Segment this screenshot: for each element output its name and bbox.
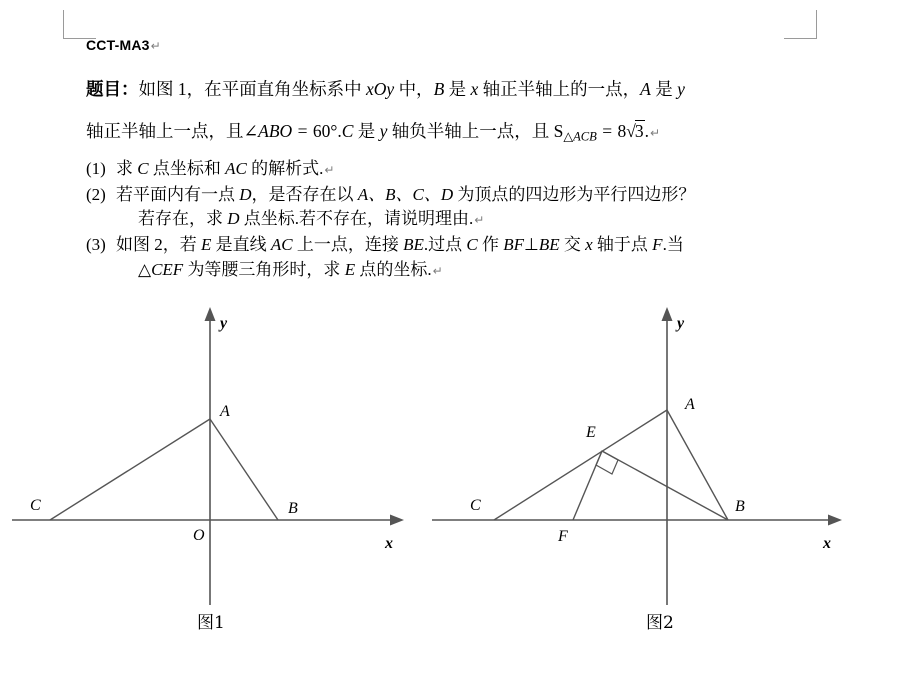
paragraph-mark-icon: ↵ — [150, 39, 161, 53]
math-y: y — [677, 79, 685, 99]
q3-t7: 轴于点 — [592, 235, 653, 255]
stem-text-3: 是 — [444, 79, 471, 99]
math-b: B — [433, 79, 445, 99]
q3-math-be: BE — [403, 235, 424, 255]
figure-1-label-A: A — [220, 403, 230, 420]
q3-t5: 作 — [477, 235, 504, 255]
question-text-3 — [116, 233, 886, 282]
question-number-2: (2) — [86, 184, 106, 204]
math-xoy: xOy — [366, 79, 395, 99]
figure-2-diagram — [428, 305, 868, 605]
question-3-line-2 — [116, 258, 886, 283]
q3b-math-e: E — [344, 259, 356, 279]
question-text-2 — [116, 183, 886, 232]
question-number-3: (3) — [86, 235, 106, 255]
angle-value-60: 60°. — [312, 121, 342, 142]
problem-stem-line-2 — [86, 118, 886, 147]
q3-t4: .过点 — [423, 235, 467, 255]
figure-1-segment-CA — [50, 419, 210, 520]
q3-t8: .当 — [662, 235, 684, 255]
figure-2-right-angle-marker-icon — [596, 451, 618, 474]
q3-math-be-2: BE — [538, 235, 560, 255]
problem-body — [86, 76, 886, 283]
q3-math-c: C — [466, 235, 478, 255]
radical-sign-icon: √ — [626, 121, 636, 142]
figure-2-label-F: F — [558, 528, 568, 545]
stem2-text-3: 轴负半轴上一点，且 — [387, 121, 554, 142]
figure-1-label-O: O — [193, 527, 205, 544]
question-text-1 — [116, 157, 886, 182]
figure-1-axis-label-y: y — [220, 315, 228, 332]
math-c: C — [341, 121, 354, 142]
problem-stem-line-1 — [86, 76, 886, 104]
question-2-line-2 — [116, 207, 886, 232]
figure-1-caption: 图1 — [197, 613, 225, 633]
q3-math-e: E — [201, 235, 212, 255]
q3-math-bf: BF — [503, 235, 525, 255]
crop-mark-top-right — [784, 10, 817, 39]
figure-2-x-axis-arrow-icon — [828, 515, 842, 526]
paragraph-mark-icon-q2: ↵ — [474, 213, 485, 228]
figure-2-axis-label-x: x — [823, 535, 831, 552]
paragraph-mark-icon-q3: ↵ — [432, 263, 443, 278]
stem2-text-1: 轴正半轴上一点，且∠ — [86, 121, 259, 142]
figure-1-label-B: B — [288, 500, 298, 517]
q1-t2: 点坐标和 — [148, 159, 226, 179]
figure-1-x-axis-arrow-icon — [390, 515, 404, 526]
q1-math-c: C — [137, 159, 149, 179]
stem-text-1: 如图 1，在平面直角坐标系中 — [138, 79, 366, 99]
figure-2-caption: 图2 — [646, 613, 674, 633]
q2-t1: 若平面内有一点 — [116, 184, 240, 204]
figure-1-label-C: C — [30, 497, 41, 514]
question-item-1 — [86, 157, 886, 182]
perpendicular-icon: ⊥ — [524, 235, 539, 255]
q3b-t3: 点的坐标. — [355, 259, 432, 279]
math-x: x — [470, 79, 479, 99]
q1-t1: 求 — [116, 159, 138, 179]
area-coefficient: 8 — [617, 121, 627, 142]
q3-math-x: x — [585, 235, 593, 255]
q3b-math-cef: CEF — [151, 259, 184, 279]
figure-1-y-axis-arrow-icon — [205, 307, 216, 321]
q2-math-abcd: A、B、C、D — [357, 184, 454, 204]
stem-text-5: 是 — [650, 79, 678, 99]
header-code-text: CCT-MA3 — [86, 37, 150, 53]
figure-1-diagram — [8, 305, 418, 605]
q1-math-ac: AC — [225, 159, 247, 179]
q3-t6: 交 — [559, 235, 586, 255]
document-header-code — [86, 37, 161, 53]
question-1-line-1 — [116, 157, 886, 182]
question-3-line-1 — [116, 233, 886, 258]
figure-2-axis-label-y: y — [677, 315, 685, 332]
q2-t3: 为顶点的四边形为平行四边形？ — [453, 184, 696, 204]
q3-math-ac: AC — [270, 235, 293, 255]
math-abo: ABO — [258, 121, 293, 142]
stem-text-4: 轴正半轴上的一点， — [478, 79, 641, 99]
triangle-icon: △ — [138, 259, 152, 279]
q2-math-d: D — [239, 184, 252, 204]
question-item-2 — [86, 183, 886, 232]
question-number-1: (1) — [86, 159, 106, 179]
figure-2-label-B: B — [735, 498, 745, 515]
figure-2-label-A: A — [685, 396, 695, 413]
paragraph-mark-icon-stem: ↵ — [650, 126, 661, 141]
figure-2-label-E: E — [586, 424, 596, 441]
figure-2-y-axis-arrow-icon — [662, 307, 673, 321]
figure-2-label-C: C — [470, 497, 481, 514]
q3-t2: 是直线 — [211, 235, 271, 255]
figure-1-axis-label-x: x — [385, 535, 393, 552]
figure-1-segment-AB — [210, 419, 278, 520]
equals-sign-2: = — [597, 121, 617, 142]
q2b-math-d: D — [227, 209, 240, 229]
math-area-symbol: S — [553, 121, 564, 142]
paragraph-mark-icon-q1: ↵ — [324, 163, 335, 178]
square-root-expression — [626, 121, 644, 141]
stem2-text-2: 是 — [353, 121, 380, 142]
math-a: A — [640, 79, 651, 99]
equals-sign-1: = — [293, 121, 312, 142]
q3-t3: 上一点，连接 — [292, 235, 404, 255]
question-2-line-1 — [116, 183, 886, 208]
q3-t1: 如图 2，若 — [116, 235, 201, 255]
stem-label: 题目： — [86, 80, 139, 100]
stem2-period: . — [644, 121, 649, 142]
radicand: 3 — [634, 121, 644, 142]
math-y-2: y — [379, 121, 388, 142]
q1-t3: 的解析式. — [246, 159, 324, 179]
q3b-t2: 为等腰三角形时，求 — [183, 259, 345, 279]
q3-math-f: F — [652, 235, 663, 255]
crop-mark-top-left — [63, 10, 96, 39]
question-list — [86, 157, 886, 282]
stem-text-2: 中， — [394, 79, 434, 99]
q2-t2: ，是否存在以 — [251, 184, 358, 204]
question-item-3 — [86, 233, 886, 282]
q2b-t2: 点坐标.若不存在，请说明理由. — [239, 209, 474, 229]
figures-container — [0, 305, 917, 645]
q2b-t1: 若存在，求 — [138, 209, 228, 229]
math-area-subscript: △ACB — [563, 129, 597, 144]
